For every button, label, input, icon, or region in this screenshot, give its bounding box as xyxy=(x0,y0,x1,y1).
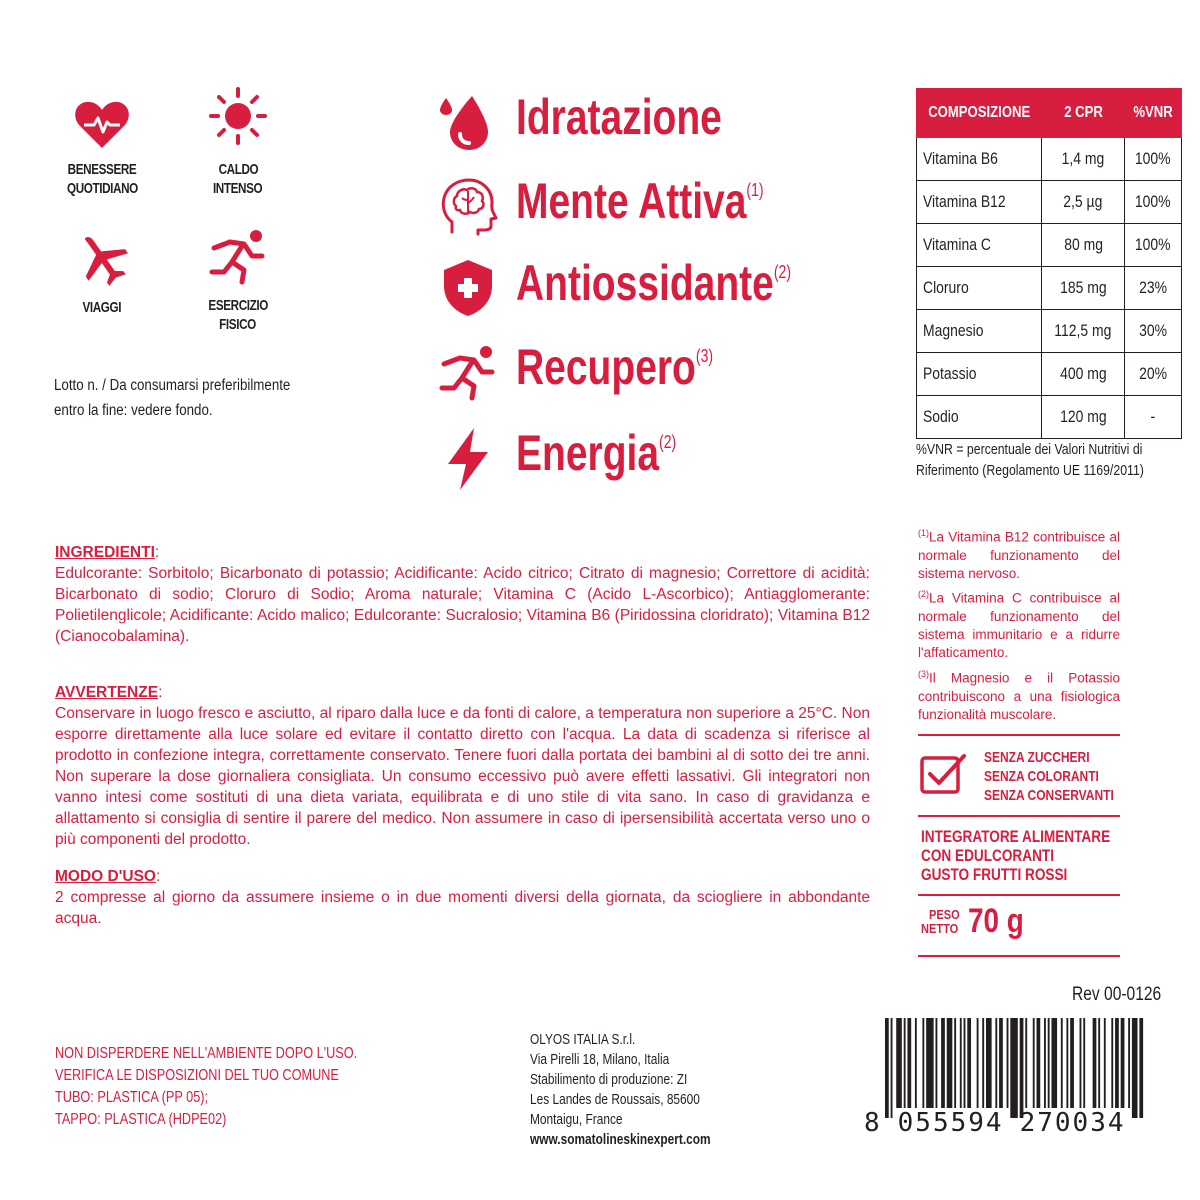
net-weight-label-1: PESO xyxy=(929,907,960,922)
brain-head-icon xyxy=(438,176,498,236)
product-type-line: GUSTO FRUTTI ROSSI xyxy=(921,865,1068,884)
benefit-label: Recupero xyxy=(516,339,696,395)
nutrient-amount: 112,5 mg xyxy=(1054,321,1112,340)
divider xyxy=(918,955,1120,957)
table-row xyxy=(917,181,1182,224)
disposal-line: NON DISPERDERE NELL'AMBIENTE DOPO L'USO. xyxy=(55,1045,358,1062)
company-line: Les Landes de Roussais, 85600 xyxy=(530,1092,700,1108)
barcode-bar xyxy=(1093,1018,1097,1108)
barcode-bar xyxy=(982,1018,984,1108)
barcode-bar xyxy=(1121,1018,1125,1108)
nutrient-name: Potassio xyxy=(923,364,977,383)
sun-icon xyxy=(208,86,268,146)
barcode-bar xyxy=(986,1018,992,1108)
barcode-bar xyxy=(1020,1018,1024,1118)
benefit-label: Idratazione xyxy=(516,89,722,145)
nutrient-name: Vitamina C xyxy=(923,235,991,254)
barcode-bar xyxy=(922,1018,924,1108)
usage-label-benessere: BENESSERE QUOTIDIANO xyxy=(66,161,138,197)
warnings-section: AVVERTENZE: Conservare in luogo fresco e asciutto, al riparo dalla luce e da fonti di calore, a temperatura non superiore a 25°C. Non esporre direttamente alla luce solare ed evitare il contatto diretto con l'acqua. La data di scadenza si riferisce al prodotto in confezione integra, correttamente conservato. Tenere fuori dalla portata dei bambini al di sotto dei tre anni. Non superare la dose giornaliera consigliata. Un consumo eccessivo può avere effetti lassativi. Gli integratori non vanno intesi come sostituti di una dieta variata, equilibrata e di uno stile di vita sano. In caso di gravidanza e allattamento si consiglia di sentire il parere del medico. Non assumere in caso di ipersensibilità accertata verso uno o più componenti del prodotto. xyxy=(55,684,870,848)
barcode-bar xyxy=(1104,1018,1106,1108)
barcode-bar xyxy=(936,1018,938,1108)
barcode-bar xyxy=(904,1018,906,1108)
nutrient-amount: 80 mg xyxy=(1063,235,1103,254)
barcode-bar xyxy=(1007,1018,1009,1108)
barcode-bar xyxy=(947,1018,953,1108)
nutrient-vnr: - xyxy=(1150,407,1156,426)
company-line: Via Pirelli 18, Milano, Italia xyxy=(530,1052,670,1068)
runner-icon xyxy=(208,226,268,286)
ingredients-text: Edulcorante: Sorbitolo; Bicarbonato di potassio; Acidificante: Acido citrico; Citrato di magnesio; Correttore di acidità: Bicarbonato di sodio; Cloruro di Sodio; Aroma naturale; Vitamina C (Acido L-Ascorbico); Antiagglomerante: Polietilenglicole; Acidificante: Acido malico; Edulcorante: Sucralosio; Vitamina B6 (Piridossina cloridrato); Vitamina B12 (Cianocobalamina). xyxy=(55,565,870,645)
barcode-bar xyxy=(1098,1018,1100,1108)
barcode-bar xyxy=(926,1018,933,1108)
product-type-line: CON EDULCORANTI xyxy=(921,846,1054,865)
barcode-digits-left: 055594 xyxy=(897,1108,1004,1138)
ingredients-section: INGREDIENTI: Edulcorante: Sorbitolo; Bicarbonato di potassio; Acidificante: Acido citrico; Citrato di magnesio; Correttore di acidità: Bicarbonato di sodio; Cloruro di Sodio; Aroma naturale; Vitamina C (Acido L-Ascorbico); Antiagglomerante: Polietilenglicole; Acidificante: Acido malico; Edulcorante: Sucralosio; Vitamina B6 (Piridossina cloridrato); Vitamina B12 (Cianocobalamina). xyxy=(55,544,870,645)
benefit-ref: (1) xyxy=(746,180,764,200)
barcode-bar xyxy=(1070,1018,1074,1108)
nutrient-vnr: 100% xyxy=(1134,149,1171,168)
barcode-digit-first: 8 xyxy=(864,1108,882,1138)
barcode-bar xyxy=(1051,1018,1057,1108)
usage-mode-text: 2 compresse al giorno da assumere insieme o in due momenti diversi della giornata, da sciogliere in abbondante acqua. xyxy=(55,889,870,927)
nutrient-amount: 1,4 mg xyxy=(1061,149,1105,168)
nutrient-vnr: 100% xyxy=(1134,192,1171,211)
barcode-bar xyxy=(1128,1018,1130,1108)
benefit-ref: (2) xyxy=(773,262,792,282)
barcode-bar xyxy=(915,1018,917,1108)
free-from-item: SENZA CONSERVANTI xyxy=(984,787,1114,804)
warnings-title: AVVERTENZE xyxy=(55,684,159,701)
shield-cross-icon xyxy=(438,258,498,318)
water-drop-icon xyxy=(438,92,498,152)
nutrient-amount: 2,5 µg xyxy=(1063,192,1103,211)
heart-pulse-icon xyxy=(72,94,132,154)
benefit-label: Energia xyxy=(516,425,660,481)
barcode-bar xyxy=(907,1018,911,1108)
barcode-bar xyxy=(977,1018,979,1108)
barcode-digits xyxy=(864,1108,1126,1138)
lot-note-line1: Lotto n. / Da consumarsi preferibilmente xyxy=(54,377,291,394)
table-row xyxy=(917,310,1182,353)
product-type xyxy=(921,827,1157,884)
barcode-bar xyxy=(1025,1018,1027,1108)
nutrition-table xyxy=(916,88,1182,439)
footnote-ref: (1) xyxy=(918,528,929,538)
product-type-line: INTEGRATORE ALIMENTARE xyxy=(921,827,1111,846)
barcode-bar xyxy=(964,1018,966,1108)
divider xyxy=(918,734,1120,736)
nutrient-vnr: 20% xyxy=(1138,364,1167,383)
barcode-bar xyxy=(967,1018,971,1108)
nutrient-name: Vitamina B12 xyxy=(923,192,1006,211)
company-line: Stabilimento di produzione: ZI xyxy=(530,1072,688,1088)
footnote-text: La Vitamina C contribuisce al normale funzionamento del sistema immunitario e a ridurre l'affaticamento. xyxy=(918,590,1120,660)
free-from-list xyxy=(984,748,1146,805)
barcode-bar xyxy=(1048,1018,1050,1108)
table-row xyxy=(917,396,1182,439)
nutrition-header: %VNR xyxy=(1125,89,1181,138)
usage-mode-title: MODO D'USO xyxy=(55,868,156,885)
lot-note xyxy=(54,373,329,423)
barcode-bar xyxy=(960,1018,962,1108)
footnote-ref: (2) xyxy=(918,589,929,599)
nutrient-name: Cloruro xyxy=(923,278,969,297)
divider xyxy=(918,815,1120,817)
barcode-bar xyxy=(1044,1018,1046,1108)
usage-label-esercizio: ESERCIZIO FISICO xyxy=(208,297,268,333)
company-website: www.somatolineskinexpert.com xyxy=(530,1132,711,1148)
nutrition-header: COMPOSIZIONE xyxy=(917,89,1042,138)
benefit-label: Antiossidante xyxy=(516,255,774,311)
barcode-bar xyxy=(1080,1018,1082,1108)
barcode-bar xyxy=(954,1018,956,1108)
disposal-info xyxy=(55,1043,424,1131)
footnote-2 xyxy=(918,585,1120,662)
nutrient-vnr: 30% xyxy=(1138,321,1167,340)
footnote-ref: (3) xyxy=(918,669,929,679)
footnote-text: La Vitamina B12 contribuisce al normale funzionamento del sistema nervoso. xyxy=(918,529,1120,581)
footnote-text: Il Magnesio e il Potassio contribuiscono a una fisiologica funzionalità muscolare. xyxy=(918,670,1120,722)
lot-note-line2: entro la fine: vedere fondo. xyxy=(54,402,213,419)
footnote-line: %VNR = percentuale dei Valori Nutritivi di xyxy=(916,441,1143,458)
barcode-bar xyxy=(1037,1018,1041,1108)
table-row xyxy=(917,267,1182,310)
nutrient-vnr: 100% xyxy=(1134,235,1171,254)
barcode-bar xyxy=(1132,1018,1138,1118)
runner-icon xyxy=(438,342,498,402)
company-line: Montaigu, France xyxy=(530,1112,623,1128)
footnote-3 xyxy=(918,665,1120,724)
barcode-bar xyxy=(1066,1018,1068,1108)
barcode-bar xyxy=(999,1018,1003,1108)
benefit-ref: (3) xyxy=(695,346,714,366)
barcode-bar xyxy=(885,1018,889,1118)
divider xyxy=(918,894,1120,896)
footnote-1 xyxy=(918,524,1120,583)
disposal-line: VERIFICA LE DISPOSIZIONI DEL TUO COMUNE xyxy=(55,1067,339,1084)
company-line: OLYOS ITALIA S.r.l. xyxy=(530,1032,636,1048)
nutrition-header: 2 CPR xyxy=(1042,89,1125,138)
free-from-item: SENZA ZUCCHERI xyxy=(984,749,1090,766)
usage-label-viaggi: VIAGGI xyxy=(82,299,122,316)
benefit-ref: (2) xyxy=(659,432,677,452)
table-row xyxy=(917,138,1182,181)
footnote-line: Riferimento (Regolamento UE 1169/2011) xyxy=(916,462,1144,479)
lightning-icon xyxy=(438,426,498,492)
checkbox-check-icon xyxy=(920,752,968,796)
disposal-line: TUBO: PLASTICA (PP 05); xyxy=(55,1089,209,1106)
nutrient-name: Vitamina B6 xyxy=(923,149,998,168)
nutrient-name: Magnesio xyxy=(923,321,984,340)
revision-code: Rev 00-0126 xyxy=(1072,984,1162,1005)
barcode-bar xyxy=(995,1018,997,1108)
barcode-bar xyxy=(941,1018,945,1108)
nutrient-amount: 120 mg xyxy=(1060,407,1107,426)
barcode-bar xyxy=(896,1018,902,1108)
usage-label-caldo: CALDO INTENSO xyxy=(213,161,263,197)
barcode-bar xyxy=(1111,1018,1113,1108)
barcode-icon xyxy=(885,1018,1145,1118)
company-info xyxy=(530,1030,750,1150)
barcode-bar xyxy=(1139,1018,1143,1118)
airplane-icon xyxy=(72,228,132,288)
nutrient-amount: 185 mg xyxy=(1060,278,1107,297)
barcode-bar xyxy=(1083,1018,1085,1108)
net-weight-value: 70 g xyxy=(968,902,1024,940)
ingredients-title: INGREDIENTI xyxy=(55,544,155,561)
barcode-bar xyxy=(1115,1018,1119,1108)
net-weight-label-2: NETTO xyxy=(921,921,959,936)
usage-mode-section: MODO D'USO: 2 compresse al giorno da assumere insieme o in due momenti diversi della giornata, da sciogliere in abbondante acqua. xyxy=(55,868,870,927)
barcode-bar xyxy=(891,1018,893,1118)
nutrition-footnote xyxy=(916,439,1194,481)
nutrient-amount: 400 mg xyxy=(1060,364,1107,383)
barcode-bar xyxy=(1010,1018,1017,1118)
barcode-bar xyxy=(1033,1018,1035,1108)
disposal-line: TAPPO: PLASTICA (HDPE02) xyxy=(55,1111,227,1128)
table-row xyxy=(917,224,1182,267)
nutrient-vnr: 23% xyxy=(1138,278,1167,297)
barcode-bar xyxy=(1061,1018,1063,1108)
nutrition-header-row xyxy=(917,89,1182,138)
table-row xyxy=(917,353,1182,396)
barcode-digits-right: 270034 xyxy=(1019,1108,1126,1138)
free-from-item: SENZA COLORANTI xyxy=(984,768,1099,785)
benefit-label: Mente Attiva xyxy=(516,173,747,229)
nutrient-name: Sodio xyxy=(923,407,959,426)
warnings-text: Conservare in luogo fresco e asciutto, al riparo dalla luce e da fonti di calore, a temperatura non superiore a 25°C. Non esporre direttamente alla luce solare ed evitare il contatto diretto con l'acqua. La data di scadenza si riferisce al prodotto in confezione integra, correttamente conservato. Tenere fuori dalla portata dei bambini al di sotto dei tre anni. Non superare la dose giornaliera consigliata. Un consumo eccessivo può avere effetti lassativi. Gli integratori non vanno intesi come sostituti di una dieta variata, equilibrata e di uno stile di vita sano. In caso di gravidanza e allattamento si consiglia di sentire il parere del medico. Non assumere in caso di ipersensibilità accertata verso uno o più componenti del prodotto. xyxy=(55,705,870,848)
net-weight-label xyxy=(921,908,965,936)
